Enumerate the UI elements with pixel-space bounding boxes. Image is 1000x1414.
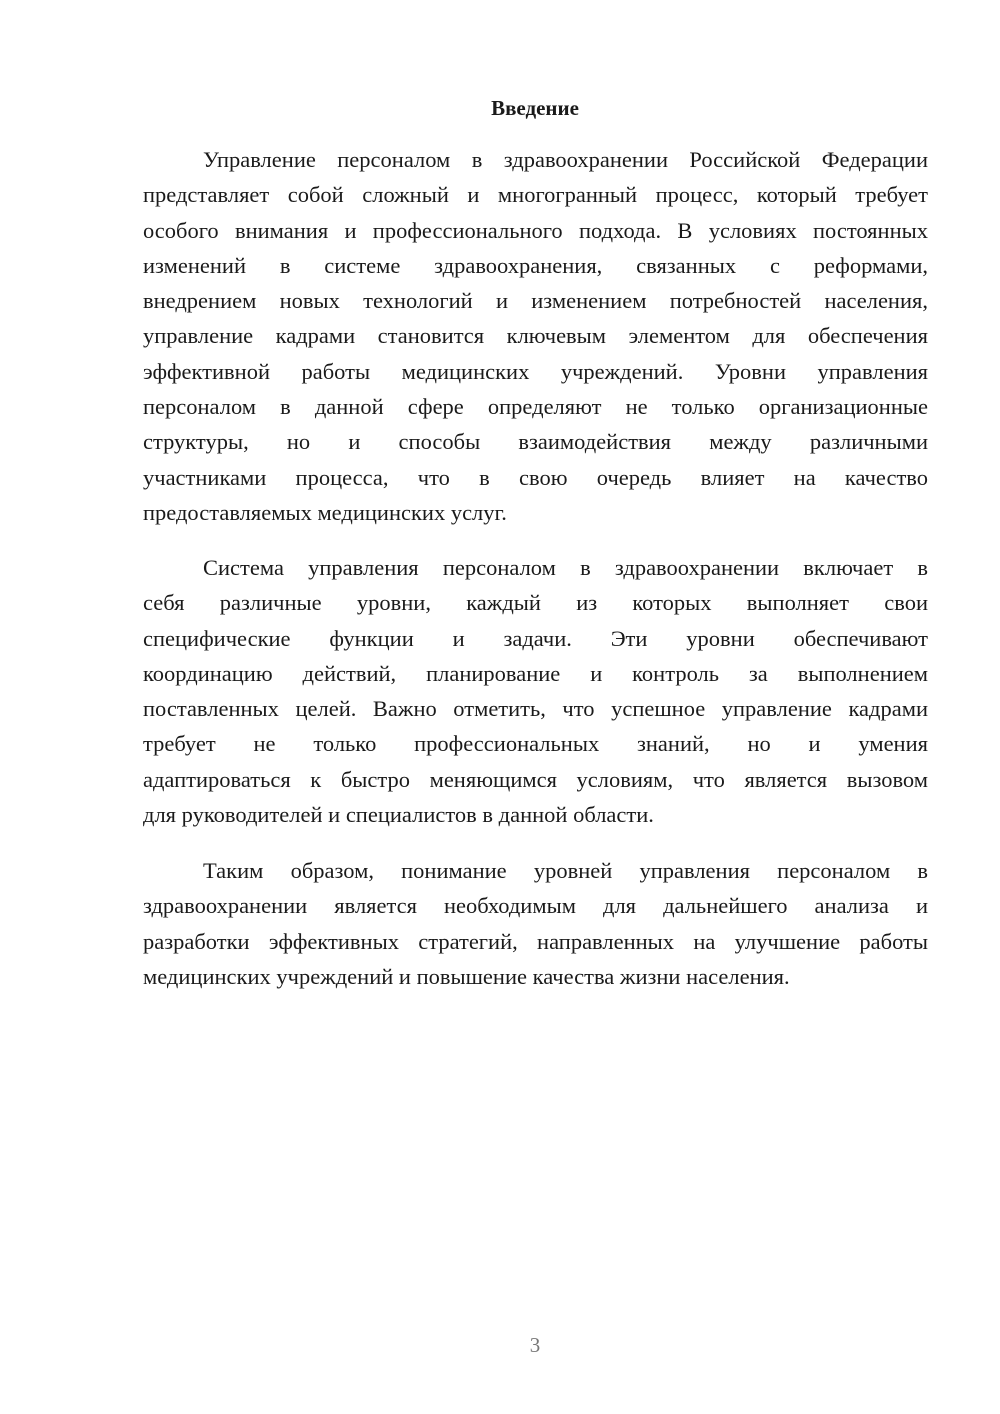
text-line: участниками процесса, что в свою очередь влияет на качество	[143, 464, 928, 490]
text-line: медицинских учреждений и повышение качества жизни населения.	[143, 963, 790, 989]
text-line: для руководителей и специалистов в данной области.	[143, 802, 654, 828]
text-line: управление кадрами становится ключевым элементом для обеспечения	[143, 323, 928, 349]
text-line: структуры, но и способы взаимодействия между различными	[143, 429, 928, 455]
text-line: координацию действий, планирование и контроль за выполнением	[143, 660, 928, 686]
text-line: разработки эффективных стратегий, направленных на улучшение работы	[143, 928, 928, 954]
page-number: 3	[529, 1333, 541, 1357]
paragraph-3	[143, 853, 928, 994]
text-line: здравоохранении является необходимым для дальнейшего анализа и	[143, 893, 928, 919]
text-line: особого внимания и профессионального подхода. В условиях постоянных	[143, 217, 928, 243]
text-line: требует не только профессиональных знаний, но и умения	[143, 731, 928, 757]
page-title: Введение	[491, 96, 579, 120]
text-line: адаптироваться к быстро меняющимся условиям, что является вызовом	[143, 766, 928, 792]
text-line: поставленных целей. Важно отметить, что успешное управление кадрами	[143, 696, 928, 722]
paragraph-2	[143, 550, 928, 832]
text-line: себя различные уровни, каждый из которых выполняет свои	[143, 590, 928, 616]
text-line: Управление персоналом в здравоохранении Российской Федерации	[203, 147, 928, 172]
text-line: внедрением новых технологий и изменением потребностей населения,	[143, 288, 928, 314]
text-line: персоналом в данной сфере определяют не только организационные	[143, 394, 928, 420]
text-line: эффективной работы медицинских учреждений. Уровни управления	[143, 358, 928, 384]
text-line: специфические функции и задачи. Эти уровни обеспечивают	[143, 625, 928, 651]
text-line: изменений в системе здравоохранения, связанных с реформами,	[143, 252, 928, 278]
text-line: представляет собой сложный и многогранный процесс, который требует	[143, 182, 928, 208]
paragraph-1	[143, 142, 928, 530]
text-line: предоставляемых медицинских услуг.	[143, 499, 507, 525]
text-line: Система управления персоналом в здравоохранении включает в	[203, 555, 928, 580]
text-line: Таким образом, понимание уровней управления персоналом в	[203, 858, 928, 883]
